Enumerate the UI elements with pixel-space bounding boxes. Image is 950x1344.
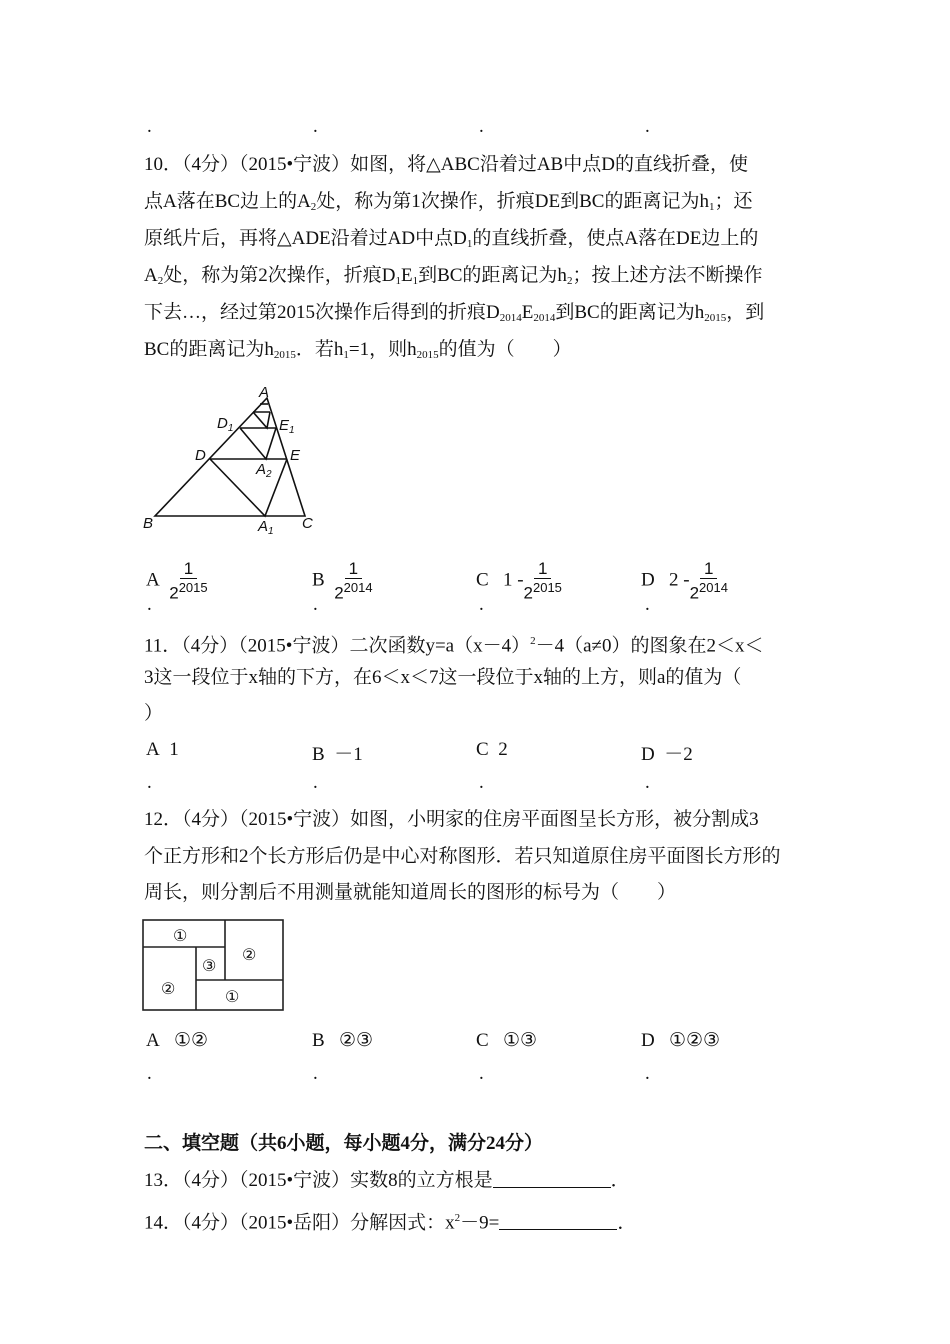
label-D1: $D_1$ bbox=[217, 415, 234, 434]
answer-blank[interactable] bbox=[493, 1169, 611, 1188]
label-A: A bbox=[259, 384, 270, 401]
q10-line-3: 原纸片后，再将△ADE沿着过AD中点$D_1$的直线折叠，使点A落在DE边上的 bbox=[144, 228, 759, 250]
option-dot: . bbox=[313, 772, 318, 793]
option-dot: . bbox=[313, 594, 318, 615]
label-C: C bbox=[302, 515, 313, 532]
q11-option-a[interactable]: A 1 bbox=[146, 739, 179, 760]
option-dot: . bbox=[147, 1063, 152, 1084]
label-E: E bbox=[290, 447, 301, 464]
answer-blank[interactable] bbox=[499, 1211, 617, 1230]
option-dot: . bbox=[479, 1063, 484, 1084]
option-dot: . bbox=[313, 116, 318, 137]
q10-line-2: 点A落在BC边上的$A_2$处，称为第1次操作，折痕DE到BC的距离记为$h_1$；还 bbox=[144, 191, 753, 213]
option-dot: . bbox=[479, 116, 484, 137]
q10-line-5: 下去…，经过第2015次操作后得到的折痕$D_{2014}E_{2014}$到BC的距离记为$h_{2015}$，到 bbox=[144, 302, 765, 324]
q10-option-d[interactable]: D 2 - $\frac{1}{2^{2014}}$ bbox=[641, 559, 728, 603]
q10-line-4: $A_2$处，称为第2次操作，折痕$D_1E_1$到BC的距离记为$h_2$；按上述方法不断操作 bbox=[144, 265, 763, 287]
region-1-bottom: ① bbox=[225, 989, 240, 1006]
q11-option-b[interactable]: B －1 bbox=[312, 744, 363, 765]
q12-option-a[interactable]: A ①② bbox=[146, 1030, 209, 1051]
option-dot: . bbox=[479, 772, 484, 793]
q11-line-2: 3这一段位于x轴的下方，在6＜x＜7这一段位于x轴的上方，则a的值为（ bbox=[144, 667, 742, 688]
q10-line-1: 10．（4分）（2015•宁波）如图，将△ABC沿着过AB中点D的直线折叠，使 bbox=[144, 154, 748, 175]
region-2-left: ② bbox=[161, 981, 176, 998]
q12-line-2: 个正方形和2个长方形后仍是中心对称图形．若只知道原住房平面图长方形的 bbox=[144, 846, 781, 867]
option-dot: . bbox=[313, 1063, 318, 1084]
q14: 14．（4分）（2015•岳阳）分解因式：$x^2-9=$ ． bbox=[144, 1212, 637, 1234]
label-D: D bbox=[195, 447, 206, 464]
q10-option-c[interactable]: C 1 - $\frac{1}{2^{2015}}$ bbox=[476, 559, 562, 603]
option-dot: . bbox=[147, 116, 152, 137]
q11-line-3: ） bbox=[144, 703, 164, 724]
q11-option-c[interactable]: C 2 bbox=[476, 739, 508, 760]
q12-option-b[interactable]: B ②③ bbox=[312, 1030, 374, 1051]
q12-line-1: 12．（4分）（2015•宁波）如图，小明家的住房平面图呈长方形，被分割成3 bbox=[144, 809, 759, 830]
q11-option-d[interactable]: D －2 bbox=[641, 744, 693, 765]
q12-option-d[interactable]: D ①②③ bbox=[641, 1030, 721, 1051]
label-A2: $A_2$ bbox=[256, 461, 272, 480]
label-E1: $E_1$ bbox=[279, 417, 295, 436]
q10-option-a[interactable]: A $\frac{1}{2^{2015}}$ bbox=[146, 559, 208, 603]
q10-option-b[interactable]: B $\frac{1}{2^{2014}}$ bbox=[312, 559, 373, 603]
option-dot: . bbox=[645, 116, 650, 137]
option-dot: . bbox=[645, 772, 650, 793]
triangle-fold-figure bbox=[155, 398, 305, 516]
option-dot: . bbox=[147, 594, 152, 615]
option-dot: . bbox=[645, 1063, 650, 1084]
region-3: ③ bbox=[202, 958, 217, 975]
q13: 13．（4分）（2015•宁波）实数8的立方根是 ． bbox=[144, 1170, 630, 1191]
q11-line-1: 11．（4分）（2015•宁波）二次函数$y=a(x-4)^2-4(a\ne 0)$的图象在2＜x＜ bbox=[144, 635, 764, 657]
q12-line-3: 周长，则分割后不用测量就能知道周长的图形的标号为（ ） bbox=[144, 882, 677, 903]
q12-option-c[interactable]: C ①③ bbox=[476, 1030, 538, 1051]
label-A1: $A_1$ bbox=[258, 518, 274, 537]
region-1-top: ① bbox=[173, 928, 188, 945]
section-heading: 二、填空题（共6小题，每小题4分，满分24分） bbox=[144, 1133, 544, 1154]
option-dot: . bbox=[645, 594, 650, 615]
option-dot: . bbox=[479, 594, 484, 615]
label-B: B bbox=[143, 515, 154, 532]
q10-line-6: BC的距离记为$h_{2015}$．若$h_1=1$，则$h_{2015}$的值为（ ） bbox=[144, 339, 572, 361]
region-2-right: ② bbox=[242, 947, 257, 964]
option-dot: . bbox=[147, 772, 152, 793]
